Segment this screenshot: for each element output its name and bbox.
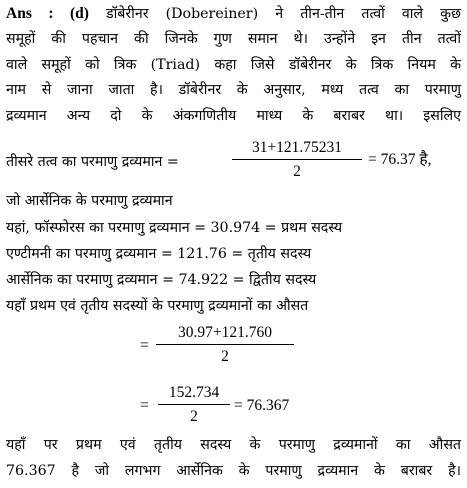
eq2-numerator: 30.97+121.760 [178, 324, 272, 341]
eq3-denominator: 2 [190, 408, 198, 425]
conclusion-line1: यहाँ पर प्रथम एवं तृतीय सदस्य के परमाणु द्रव्यमानों का औसत [6, 437, 461, 453]
para1-line5: द्रव्यमान अन्य दो के अंकगणितीय माध्य के बराबर था। इसलिए [6, 108, 461, 124]
eq1-fraction [232, 138, 362, 181]
body-line11: यहाँ प्रथम एवं तृतीय सदस्यों के परमाणु द्रव्यमानों का औसत [6, 298, 309, 314]
body-line9: एण्टीमनी का परमाणु द्रव्यमान = 121.76 = तृतीय सदस्य [6, 246, 312, 262]
body-line7: जो आर्सेनिक के परमाणु द्रव्यमान [6, 193, 173, 209]
para1-line4: नाम से जाना जाता है। डॉबेरीनर के अनुसार, मध्य तत्व का परमाणु [6, 82, 461, 98]
eq3-numerator: 152.734 [168, 384, 220, 401]
conclusion-line2: 76.367 है जो लगभग आर्सेनिक के परमाणु द्रव्यमान के बराबर है। [6, 463, 461, 479]
para1-line3: वाले समूहों को त्रिक (Triad) कहा जिसे डॉबेरीनर के त्रिक नियम के [6, 57, 461, 73]
eq3-rhs: = 76.367 [234, 397, 290, 414]
para1-line1 [6, 4, 461, 24]
eq3-fraction [158, 383, 230, 426]
eq1-numerator: 31+121.75231 [251, 139, 343, 156]
para1-line1-text: डॉबेरीनर (Dobereiner) ने तीन-तीन तत्वों वाले कुछ [106, 6, 461, 22]
eq1-fraction-bar [232, 159, 362, 160]
eq1-lhs: तीसरे तत्व का परमाणु द्रव्यमान = [6, 154, 179, 170]
eq3-equals: = [140, 397, 149, 414]
para1-line2: समूहों की पहचान की जिनके गुण समान थे। उन्होंने इन तीन तत्वों [6, 31, 461, 47]
eq2-equals: = [140, 337, 149, 354]
eq1-denominator: 2 [293, 163, 301, 180]
eq1-rhs: = 76.37 है, [368, 151, 432, 168]
eq2-fraction-bar [156, 344, 294, 345]
eq2-denominator: 2 [221, 348, 229, 365]
eq2-fraction [156, 323, 294, 366]
body-line10: आर्सेनिक का परमाणु द्रव्यमान = 74.922 = द्वितीय सदस्य [6, 272, 317, 288]
body-line8: यहां, फॉस्फोरस का परमाणु द्रव्यमान = 30.974 = प्रथम सदस्य [6, 220, 343, 236]
eq3-fraction-bar [158, 404, 230, 405]
answer-label: Ans : (d) [6, 5, 89, 22]
